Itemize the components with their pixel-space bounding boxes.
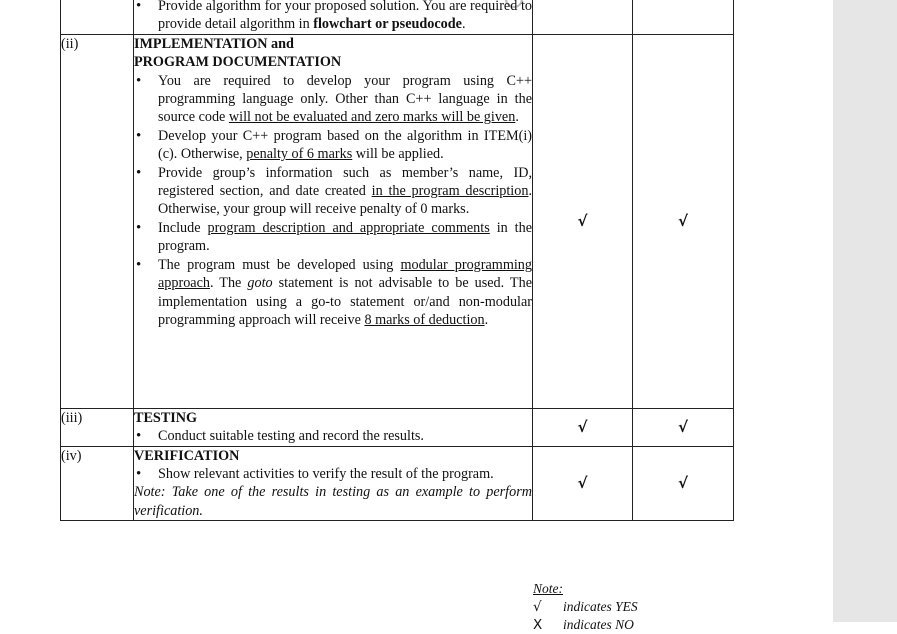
list-item: • Show relevant activities to verify the result of the program. — [134, 465, 532, 483]
section-heading: IMPLEMENTATION and — [134, 35, 294, 52]
list-item: • Include program description and appropriate comments in the program. — [134, 219, 532, 256]
check-mark-icon: √ — [533, 599, 542, 615]
item-number: (ii) — [61, 34, 134, 408]
table-row — [61, 408, 734, 446]
cross-icon: X — [533, 617, 543, 633]
legend-no-row — [533, 616, 638, 634]
section-heading: TESTING — [134, 409, 198, 426]
yes-check-mark: √ — [533, 408, 633, 446]
yes-check-mark: √ — [533, 34, 633, 408]
item-number: (iv) — [61, 446, 134, 521]
legend-title: Note: — [533, 581, 563, 596]
list-item: • Develop your C++ program based on the algorithm in ITEM(i)(c). Otherwise, penalty of 6 marks will be applied. — [134, 127, 532, 164]
list-item: • Conduct suitable testing and record the results. — [134, 427, 532, 445]
yes-check-mark: √ — [633, 34, 734, 408]
section-heading: PROGRAM DOCUMENTATION — [134, 54, 342, 71]
list-item: • The program must be developed using modular programming approach. The goto statement is not advisable to be used. The implementation using a go-to statement or/and non-modular programming approach will receive 8 marks of deduction. — [134, 256, 532, 330]
table-row — [61, 446, 734, 521]
yes-check-mark: √ — [533, 446, 633, 521]
viewer-background — [833, 0, 897, 622]
legend-yes-row — [533, 598, 638, 616]
verification-note: Note: Take one of the results in testing as an example to perform verification. — [134, 484, 532, 519]
yes-check-mark: √ — [633, 446, 734, 521]
legend-no-text: indicates NO — [563, 617, 634, 632]
legend-yes-text: indicates YES — [563, 599, 638, 614]
list-item: • You are required to develop your program using C++ programming language only. Other than C++ language in the source code will not be evaluated and zero marks will be given. — [134, 72, 532, 127]
legend — [533, 580, 638, 634]
yes-check-mark: √ — [633, 408, 734, 446]
table-row — [61, 34, 734, 408]
section-heading: VERIFICATION — [134, 447, 240, 464]
item-number: (iii) — [61, 408, 134, 446]
requirements-table — [60, 0, 734, 521]
list-item: • Provide group’s information such as member’s name, ID, registered section, and date created in the program description. Otherwise, your group will receive penalty of 0 marks. — [134, 164, 532, 219]
table-row — [61, 0, 734, 34]
list-item: • Provide algorithm for your proposed solution. You are required to provide detail algorithm in flowchart or pseudocode. — [134, 0, 532, 34]
